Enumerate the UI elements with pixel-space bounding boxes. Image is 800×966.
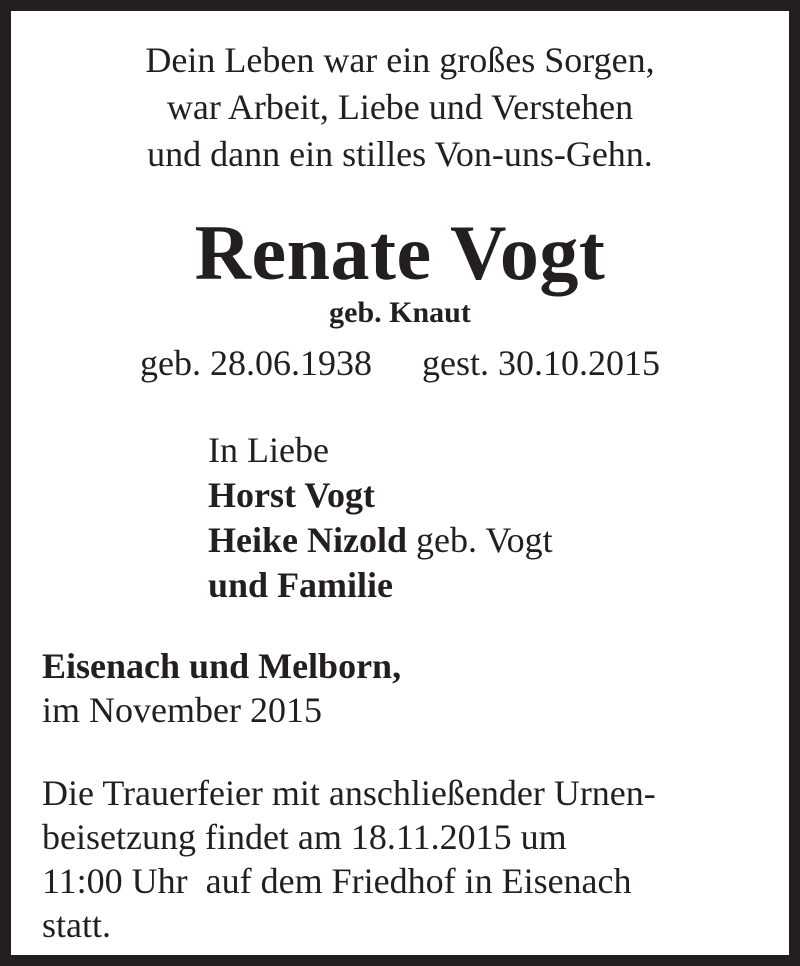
place-and-date xyxy=(42,644,401,732)
mourner-heike-suffix: geb. Vogt xyxy=(406,520,553,560)
mourners-intro: In Liebe xyxy=(208,430,329,470)
poem-line-1: Dein Leben war ein großes Sorgen, xyxy=(145,40,655,80)
birth-date: geb. 28.06.1938 xyxy=(140,343,372,383)
life-dates xyxy=(11,341,789,385)
deceased-name: Renate Vogt xyxy=(194,209,606,296)
ceremony-line-2: beisetzung findet am 18.11.2015 um xyxy=(42,817,567,857)
poem-line-2: war Arbeit, Liebe und Verstehen xyxy=(166,87,634,127)
mourner-heike xyxy=(208,518,553,563)
maiden-name: geb. Knaut xyxy=(329,296,471,329)
memorial-poem xyxy=(11,37,789,178)
notice-date: im November 2015 xyxy=(42,690,322,730)
ceremony-line-3: 11:00 Uhr auf dem Friedhof in Eisenach xyxy=(42,861,632,901)
mourners-block xyxy=(208,428,553,608)
mourner-heike-name: Heike Nizold xyxy=(208,520,407,560)
places: Eisenach und Melborn, xyxy=(42,646,402,686)
ceremony-line-4: statt. xyxy=(42,905,111,945)
death-date: gest. 30.10.2015 xyxy=(421,343,660,383)
poem-line-3: und dann ein stilles Von-uns-Gehn. xyxy=(147,134,653,174)
ceremony-info xyxy=(42,771,656,947)
mourner-horst: Horst Vogt xyxy=(208,475,376,515)
ceremony-line-1: Die Trauerfeier mit anschließender Urnen- xyxy=(42,773,656,813)
mourners-family: und Familie xyxy=(208,565,394,605)
